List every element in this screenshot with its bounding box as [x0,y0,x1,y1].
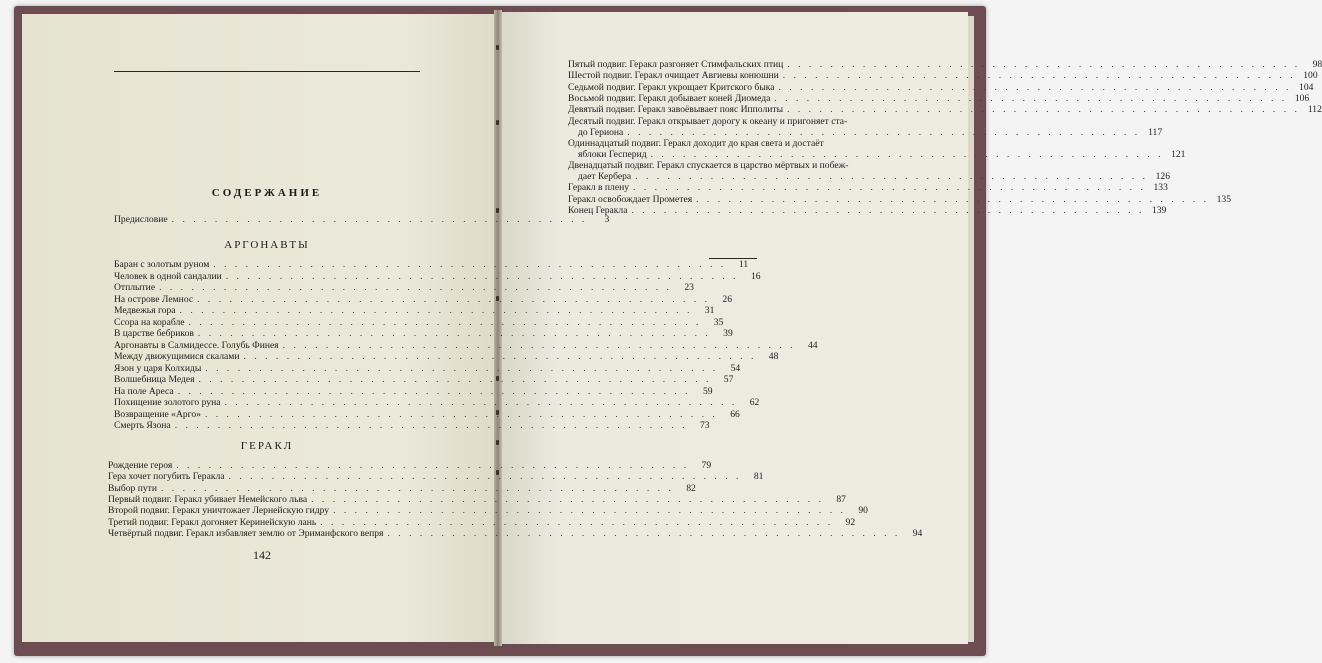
toc-entry [114,259,749,270]
entry-title: Седьмой подвиг. Геракл укрощает Критского быка [568,81,775,93]
entry-title: Медвежья гора [114,305,176,316]
leader-dots: . . . . . . . . . . . . . . . . . . . . . . . . . . . . . . . . . . . . . . . . . . . . . . . . [225,270,739,282]
entry-page: 54 [730,362,741,374]
entry-page: 39 [723,328,733,339]
entry-title: Человек в одной сандалии [114,270,222,282]
toc-entry [114,339,818,351]
toc-entry [568,205,1167,216]
page-number: 142 [253,548,271,562]
leader-dots: . . . . . . . . . . . . . . . . . . . . . . . . . . . . . . . . . . . . . . . . . . . . . . . . [631,205,1145,216]
entry-page: 79 [701,460,712,471]
entry-title: Третий подвиг. Геракл догоняет Керинейскую лань [108,516,317,528]
entry-page: 90 [858,505,868,517]
binding-stitch [496,208,499,213]
toc-entry [114,328,733,339]
entry-title-continued: дает Кербера [578,171,632,183]
leader-dots: . . . . . . . . . . . . . . . . . . . . . . . . . . . . . . . . . . . . . . . . . . . . . . . . [160,482,674,494]
entry-title: Похищение золотого руна [114,397,221,408]
entry-page: 81 [753,471,764,483]
entry-page: 135 [1216,193,1231,205]
entry-title: Аргонавты в Салмидессе. Голубь Финея [114,339,279,351]
toc-entry [114,374,734,385]
toc-entry [114,408,740,420]
entry-title: Четвёртый подвиг. Геракл избавляет землю от Эриманфского вепря [108,527,384,539]
entry-page: 26 [722,293,732,305]
toc-entry [114,316,724,328]
entry-page: 82 [686,482,696,494]
toc-entry [568,81,1314,93]
entry-title: Одиннадцатый подвиг. Геракл доходит до края света и достаёт [568,137,824,149]
entry-title: Между движущимися скалами [114,351,240,362]
entry-page: 87 [836,493,846,505]
entry-page: 62 [749,397,760,408]
leader-dots: . . . . . . . . . . . . . . . . . . . . . . . . . . . . . . . . . . . . . . . . . . . . . . . . [320,516,834,528]
toc-entry [578,171,1171,183]
section-heading-heracles: ГЕРАКЛ [240,440,294,452]
entry-page: 35 [713,316,724,328]
leader-dots: . . . . . . . . . . . . . . . . . . . . . . . . . . . . . . . . . . . . . . . . . . . . . . . . [778,81,1292,93]
entry-title: Предисловие [114,214,168,225]
toc-entry [114,397,760,408]
leader-dots: . . . . . . . . . . . . . . . . . . . . . . . . . . . . . . . . . . . . . . . . . . . . . . . . [387,527,901,539]
toc-entry [108,460,712,471]
entry-title: Второй подвиг. Геракл уничтожает Лернейскую гидру [108,505,330,517]
toc-entry [114,385,713,397]
entry-title: Возвращение «Арго» [114,408,201,420]
entry-title: Восьмой подвиг. Геракл добывает коней Диомеда [568,92,771,104]
entry-title: Рождение героя [108,460,173,471]
toc-entry [578,126,1163,138]
leader-dots: . . . . . . . . . . . . . . . . . . . . . . . . . . . . . . . . . . . . . . . . . . . . . . . . [782,70,1296,82]
leader-dots: . . . . . . . . . . . . . . . . . . . . . . . . . . . . . . . . . . . . . . . . . . . . . . . . [633,182,1146,194]
entry-title: Гера хочет погубить Геракла [108,471,225,483]
entry-page: 16 [750,270,761,282]
leader-dots: . . . . . . . . . . . . . . . . . . . . . . . . . . . . . . . . . . . . . . . . . . . . . . . . [627,126,1141,138]
toc-entry [568,193,1231,205]
toc-entry [568,70,1318,82]
toc-entry [568,104,1322,116]
toc-entry [114,351,779,362]
entry-title: Геракл в плену [568,182,630,194]
entry-page: 48 [768,351,779,362]
entry-title: Баран с золотым руном [114,259,210,270]
leader-dots: . . . . . . . . . . . . . . . . . . . . . . . . . . . . . . . . . . . . . . . . . . . . . . . . [198,374,712,385]
binding-stitch [496,440,499,445]
entry-page: 3 [604,214,610,225]
leader-dots: . . . . . . . . . . . . . . . . . . . . . . . . . . . . . . . . . . . . . . . . . . . . . . . . [774,92,1288,104]
entry-title: Волшебница Медея [114,374,195,385]
entry-title: Выбор пути [108,482,157,494]
toc-entry [114,362,741,374]
toc-entry [114,305,715,316]
toc-entry [114,270,761,282]
top-rule [114,71,420,72]
toc-entry [108,482,696,494]
entry-title: В царстве бебриков [114,328,194,339]
leader-dots: . . . . . . . . . . . . . . . . . . . . . . . . . . . . . . . . . . . . . . . . . . . . . . . . [159,282,672,293]
toc-entry [108,527,923,539]
toc-entry [108,493,846,505]
leader-dots: . . . . . . . . . . . . . . . . . . . . . . . . . . . . . . . . . . . . . . . . . . . . . . . . [228,471,742,483]
toc-entry-preface [114,214,610,225]
leader-dots: . . . . . . . . . . . . . . . . . . . . . . . . . . . . . . . . . . . . . . . . . . . . . . . . [696,193,1209,205]
toc-entry [114,282,694,293]
leader-dots: . . . . . . . . . . . . . . . . . . . . . . . . . . . . . . . . . . . . . . . . . . . . . . . . [224,397,738,408]
entry-page: 59 [702,385,713,397]
entry-title: Отплытие [114,282,156,293]
entry-page: 133 [1153,182,1168,194]
leader-dots: . . . . . . . . . . . . . . . . . . . . . . . . . . . . . . . . . . . . . . . . . . . . . . . . [282,339,796,351]
entry-title: Язон у царя Колхиды [114,362,202,374]
entry-page: 106 [1294,92,1310,104]
entry-title: Двенадцатый подвиг. Геракл спускается в царство мёртвых и побеж- [568,160,849,172]
entry-title: Конец Геракла [568,205,628,216]
toc-entry [568,182,1168,194]
entry-title-continued: яблоки Гесперид [578,148,647,160]
entry-title-continued: до Гериона [578,126,624,138]
entry-title: На острове Лемнос [114,293,194,305]
leader-dots: . . . . . . . . . . . . . . . . . . . . . . . . . . . . . . . . . . . . . . . . . . . . . . . . [787,59,1301,70]
binding-stitch [496,45,499,50]
entry-page: 100 [1303,70,1318,82]
entry-title: Шестой подвиг. Геракл очищает Авгиевы конюшни [568,70,779,82]
leader-dots: . . . . . . . . . . . . . . . . . . . . . . . . . . . . . . . . . . . . . . . . . . . . . . . . [177,385,691,397]
leader-dots: . . . . . . . . . . . . . . . . . . . . . . . . . . . . . . . . . . . . . . . . . . . . . . . . [213,259,727,270]
leader-dots: . . . . . . . . . . . . . . . . . . . . . . . . . . . . . . . . . . . . . . . . . . . . . . . . [174,420,688,431]
leader-dots: . . . . . . . . . . . . . . . . . . . . . . . . . . . . . . . . . . . . . . . . . . . . . . . . [176,460,690,471]
leader-dots: . . . . . . . . . . . . . . . . . . . . . . . . . . . . . . . . . . . . . . . . . . . . . . . . [243,351,757,362]
entry-page: 98 [1312,59,1322,70]
leader-dots: . . . . . . . . . . . . . . . . . . . . . . . . . . . . . . . . . . . . . . . [171,214,588,225]
leader-dots: . . . . . . . . . . . . . . . . . . . . . . . . . . . . . . . . . . . . . . . . . . . . . . . . [311,493,824,505]
entry-title: На поле Ареса [114,385,174,397]
end-rule [709,258,757,259]
entry-page: 112 [1307,104,1322,116]
binding-stitch [496,120,499,125]
entry-page: 104 [1299,81,1314,93]
entry-title: Первый подвиг. Геракл убивает Немейского льва [108,493,308,505]
leader-dots: . . . . . . . . . . . . . . . . . . . . . . . . . . . . . . . . . . . . . . . . . . . . . . . . [333,505,846,517]
entry-page: 66 [730,408,740,420]
leader-dots: . . . . . . . . . . . . . . . . . . . . . . . . . . . . . . . . . . . . . . . . . . . . . . . . [650,148,1164,160]
entry-page: 44 [807,339,818,351]
entry-title: Пятый подвиг. Геракл разгоняет Стимфальских птиц [568,59,784,70]
toc-entry [568,59,1322,70]
toc-entry [108,505,868,517]
leader-dots: . . . . . . . . . . . . . . . . . . . . . . . . . . . . . . . . . . . . . . . . . . . . . . . . [179,305,693,316]
entry-page: 117 [1148,126,1163,138]
entry-page: 57 [723,374,734,385]
toc-entry [108,471,764,483]
leader-dots: . . . . . . . . . . . . . . . . . . . . . . . . . . . . . . . . . . . . . . . . . . . . . . . . [204,408,718,420]
toc-entry [108,516,856,528]
leader-dots: . . . . . . . . . . . . . . . . . . . . . . . . . . . . . . . . . . . . . . . . . . . . . . . . [197,293,710,305]
leader-dots: . . . . . . . . . . . . . . . . . . . . . . . . . . . . . . . . . . . . . . . . . . . . . . . . [205,362,719,374]
leader-dots: . . . . . . . . . . . . . . . . . . . . . . . . . . . . . . . . . . . . . . . . . . . . . . . . [635,171,1149,183]
entry-title: Смерть Язона [114,420,171,431]
entry-title: Геракл освобождает Прометея [568,193,693,205]
entry-page: 73 [699,420,710,431]
leader-dots: . . . . . . . . . . . . . . . . . . . . . . . . . . . . . . . . . . . . . . . . . . . . . . . . [197,328,711,339]
entry-page: 23 [684,282,694,293]
toc-entry [568,92,1310,104]
entry-page: 121 [1171,148,1186,160]
entry-title: Ссора на корабле [114,316,185,328]
entry-title: Девятый подвиг. Геракл завоёвывает пояс Ипполиты [568,104,784,116]
leader-dots: . . . . . . . . . . . . . . . . . . . . . . . . . . . . . . . . . . . . . . . . . . . . . . . . [787,104,1300,116]
entry-page: 92 [845,516,856,528]
entry-title: Десятый подвиг. Геракл открывает дорогу к океану и пригоняет ста- [568,115,848,127]
section-heading-argonauts: АРГОНАВТЫ [224,239,310,251]
toc-entry [114,420,710,431]
entry-page: 94 [912,527,923,539]
toc-entry [578,148,1186,160]
entry-page: 31 [704,305,715,316]
leader-dots: . . . . . . . . . . . . . . . . . . . . . . . . . . . . . . . . . . . . . . . . . . . . . . . . [188,316,702,328]
entry-page: 139 [1151,205,1167,216]
toc-entry [114,293,732,305]
entry-page: 126 [1155,171,1171,183]
entry-page: 11 [738,259,749,270]
contents-title: СОДЕРЖАНИЕ [211,187,323,199]
